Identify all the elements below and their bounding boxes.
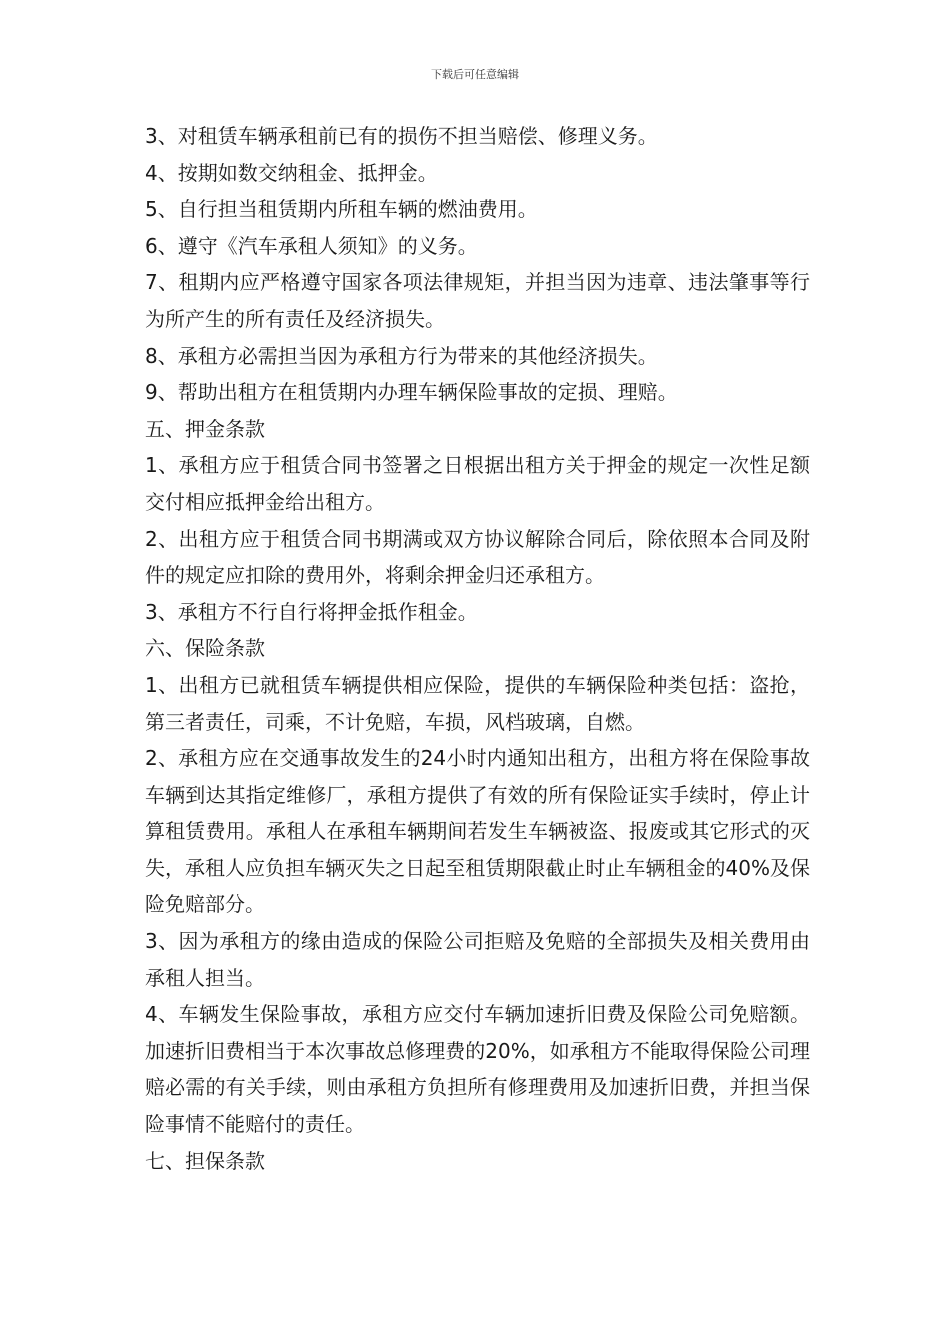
deposit-clause-1: 1、承租方应于租赁合同书签署之日根据出租方关于押金的规定一次性足额交付相应抵押金给出租方。	[145, 453, 810, 514]
insurance-clause-2: 2、承租方应在交通事故发生的24小时内通知出租方，出租方将在保险事故车辆到达其指定维修厂，承租方提供了有效的所有保险证实手续时，停止计算租赁费用。承租人在承租车辆期间若发生车辆被盗、报废或其它形式的灭失，承租人应负担车辆灭失之日起至租赁期限截止时止车辆租金的40%及保险免赔部分。	[145, 746, 810, 917]
section-heading-guarantee: 七、担保条款	[145, 1148, 265, 1173]
clause-9-assist-claims: 9、帮助出租方在租赁期内办理车辆保险事故的定损、理赔。	[145, 380, 678, 405]
clause-3-no-liability-prior-damage: 3、对租赁车辆承租前已有的损伤不担当赔偿、修理义务。	[145, 124, 658, 148]
insurance-clause-4: 4、车辆发生保险事故，承租方应交付车辆加速折旧费及保险公司免赔额。加速折旧费相当于本次事故总修理费的20%，如承租方不能取得保险公司理赔必需的有关手续，则由承租方负担所有修理费用及加速折旧费，并担当保险事情不能赔付的责任。	[145, 1002, 810, 1137]
clause-5-fuel-costs: 5、自行担当租赁期内所租车辆的燃油费用。	[145, 197, 538, 222]
clause-4-pay-rent-deposit: 4、按期如数交纳租金、抵押金。	[145, 160, 438, 185]
section-heading-insurance: 六、保险条款	[145, 636, 265, 661]
deposit-clause-3: 3、承租方不行自行将押金抵作租金。	[145, 599, 478, 624]
section-heading-deposit: 五、押金条款	[145, 416, 265, 441]
insurance-clause-1: 1、出租方已就租赁车辆提供相应保险，提供的车辆保险种类包括：盗抢，第三者责任，司乘，不计免赔，车损，风档玻璃，自燃。	[145, 672, 810, 734]
clause-8-other-losses: 8、承租方必需担当因为承租方行为带来的其他经济损失。	[145, 343, 658, 368]
clause-6-renter-notice: 6、遵守《汽车承租人须知》的义务。	[145, 233, 478, 258]
deposit-clause-2: 2、出租方应于租赁合同书期满或双方协议解除合同后，除依照本合同及附件的规定应扣除的费用外，将剩余押金归还承租方。	[145, 526, 810, 588]
page-header-note: 下载后可任意编辑	[431, 68, 519, 81]
insurance-clause-3: 3、因为承租方的缘由造成的保险公司拒赔及免赔的全部损失及相关费用由承租人担当。	[145, 929, 810, 990]
clause-7-obey-laws: 7、租期内应严格遵守国家各项法律规矩，并担当因为违章、违法肇事等行为所产生的所有责任及经济损失。	[145, 270, 810, 331]
document-body	[145, 118, 810, 1179]
